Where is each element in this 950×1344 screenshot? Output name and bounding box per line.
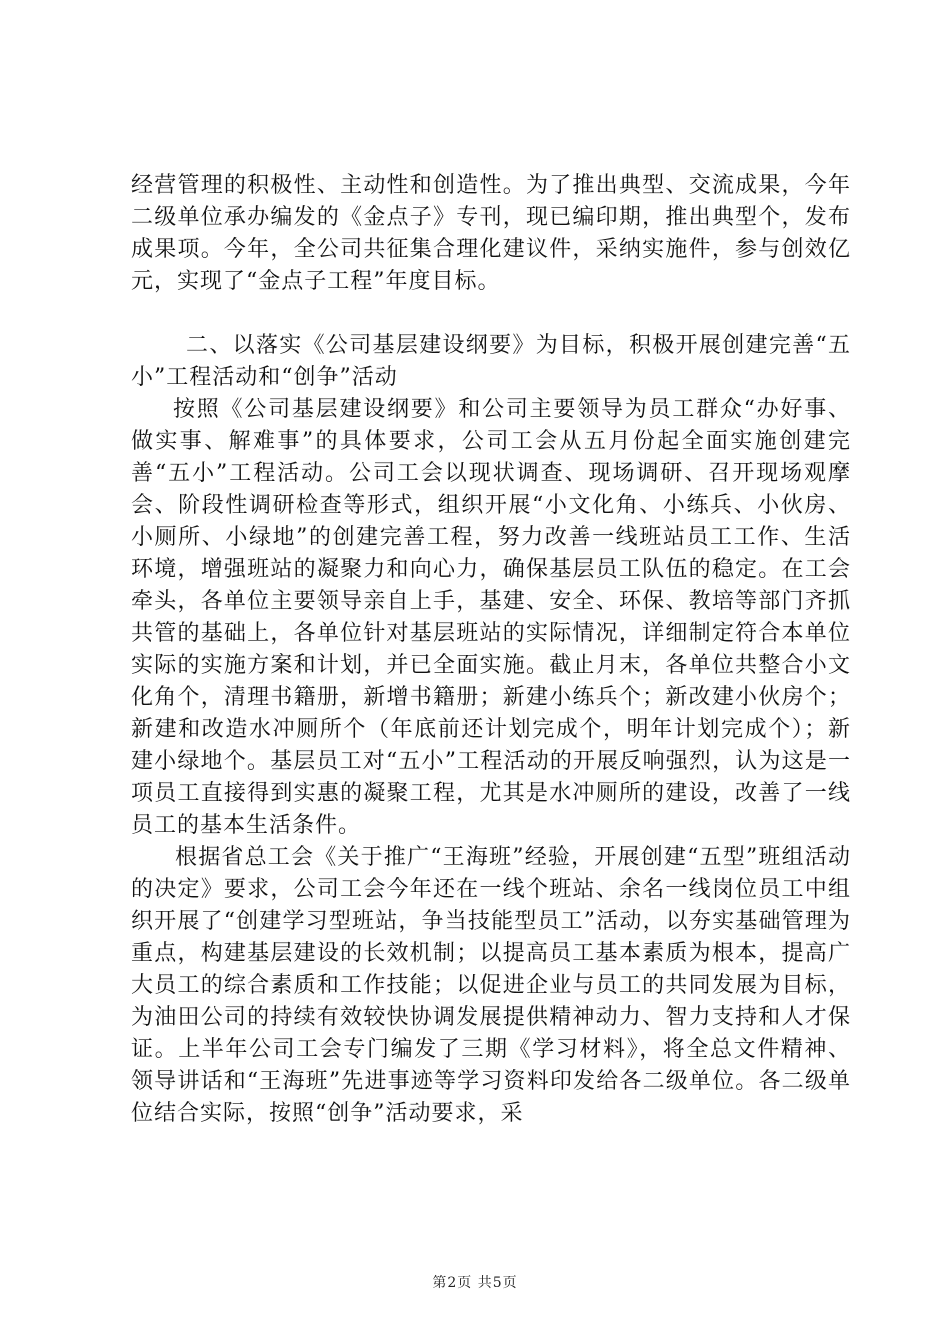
paragraph: 根据省总工会《关于推广“王海班”经验，开展创建“五型”班组活动的决定》要求，公司工会今年还在一线个班站、余名一线岗位员工中组织开展了“创建学习型班站，争当技能型员工”活动，以夯实基础管理为重点，构建基层建设的长效机制；以提高员工基本素质为根本，提高广大员工的综合素质和工作技能；以促进企业与员工的共同发展为目标，为油田公司的持续有效较快协调发展提供精神动力、智力支持和人才保证。上半年公司工会专门编发了三期《学习材料》，将全总文件精神、领导讲话和“王海班”先进事迹等学习资料印发给各二级单位。各二级单位结合实际，按照“创争”活动要求，采 xyxy=(131,845,851,1126)
section-heading: 二、以落实《公司基层建设纲要》为目标，积极开展创建完善“五小”工程活动和“创争”活动 xyxy=(131,333,851,390)
paragraph-gap xyxy=(131,298,851,330)
paragraph-continued: 经营管理的积极性、主动性和创造性。为了推出典型、交流成果，今年二级单位承办编发的《金点子》专刊，现已编印期，推出典型个，发布成果项。今年，全公司共征集合理化建议件，采纳实施件，参与创效亿元，实现了“金点子工程”年度目标。 xyxy=(131,173,851,294)
document-body xyxy=(131,170,851,1130)
paragraph: 按照《公司基层建设纲要》和公司主要领导为员工群众“办好事、做实事、解难事”的具体要求，公司工会从五月份起全面实施创建完善“五小”工程活动。公司工会以现状调查、现场调研、召开现场观摩会、阶段性调研检查等形式，组织开展“小文化角、小练兵、小伙房、小厕所、小绿地”的创建完善工程，努力改善一线班站员工工作、生活环境，增强班站的凝聚力和向心力，确保基层员工队伍的稳定。在工会牵头，各单位主要领导亲自上手，基建、安全、环保、教培等部门齐抓共管的基础上，各单位针对基层班站的实际情况，详细制定符合本单位实际的实施方案和计划，并已全面实施。截止月末，各单位共整合小文化角个，清理书籍册，新增书籍册；新建小练兵个；新改建小伙房个；新建和改造水冲厕所个（年底前还计划完成个，明年计划完成个）；新建小绿地个。基层员工对“五小”工程活动的开展反响强烈，认为这是一项员工直接得到实惠的凝聚工程，尤其是水冲厕所的建设，改善了一线员工的基本生活条件。 xyxy=(131,397,851,838)
page-footer: 第2页 共5页 xyxy=(432,1275,518,1291)
